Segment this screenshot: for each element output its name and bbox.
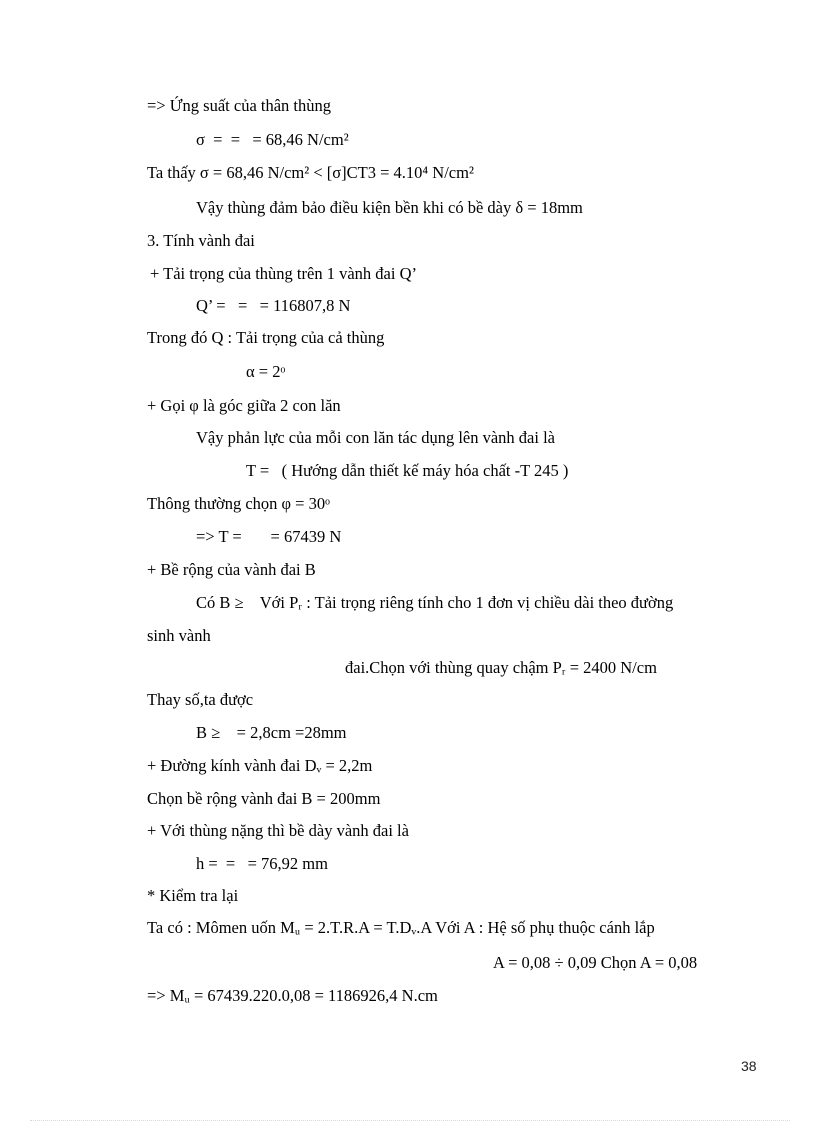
- text-line: B ≥ = 2,8cm =28mm: [196, 723, 347, 742]
- text-line: Chọn bề rộng vành đai B = 200mm: [147, 789, 381, 808]
- text-line: σ = = = 68,46 N/cm²: [196, 130, 349, 149]
- text-line: A = 0,08 ÷ 0,09 Chọn A = 0,08: [493, 953, 698, 972]
- text-line: + Với thùng nặng thì bề dày vành đai là: [147, 821, 409, 840]
- text-line: Có B ≥ Với Pᵣ : Tải trọng riêng tính cho 1 đơn vị chiều dài theo đường: [196, 593, 674, 612]
- text-line: sinh vành: [147, 626, 211, 645]
- text-line: => Mᵤ = 67439.220.0,08 = 1186926,4 N.cm: [147, 986, 438, 1005]
- text-line: Thông thường chọn φ = 30ᵒ: [147, 494, 330, 513]
- text-line: Ta có : Mômen uốn Mᵤ = 2.T.R.A = T.Dᵥ.A Với A : Hệ số phụ thuộc cánh lắp: [147, 918, 655, 937]
- text-line: α = 2ᵒ: [246, 362, 286, 381]
- section-heading: 3. Tính vành đai: [147, 231, 255, 250]
- page-number: 38: [741, 1058, 757, 1074]
- text-line: + Tải trọng của thùng trên 1 vành đai Q’: [150, 264, 417, 283]
- text-line: => T = = 67439 N: [196, 527, 342, 546]
- text-line: đai.Chọn với thùng quay chậm Pᵣ = 2400 N/cm: [345, 658, 657, 677]
- text-line: => Ứng suất của thân thùng: [147, 96, 332, 115]
- text-line: h = = = 76,92 mm: [196, 854, 328, 873]
- text-line: + Đường kính vành đai Dᵥ = 2,2m: [147, 756, 373, 775]
- text-line: Ta thấy σ = 68,46 N/cm² < [σ]CT3 = 4.10⁴ N/cm²: [147, 163, 474, 182]
- page-bottom-divider: [30, 1120, 790, 1121]
- text-line: Q’ = = = 116807,8 N: [196, 296, 351, 315]
- text-line: Vậy phản lực của mỗi con lăn tác dụng lên vành đai là: [196, 428, 555, 447]
- text-line: + Gọi φ là góc giữa 2 con lăn: [147, 396, 341, 415]
- text-line: Thay số,ta được: [147, 690, 254, 709]
- text-line: + Bề rộng của vành đai B: [147, 560, 316, 579]
- text-line: * Kiểm tra lại: [147, 886, 239, 905]
- text-line: Trong đó Q : Tải trọng của cả thùng: [147, 328, 385, 347]
- text-line: Vậy thùng đảm bảo điều kiện bền khi có bề dày δ = 18mm: [196, 198, 583, 217]
- text-line: T = ( Hướng dẫn thiết kế máy hóa chất -T 245 ): [246, 461, 569, 480]
